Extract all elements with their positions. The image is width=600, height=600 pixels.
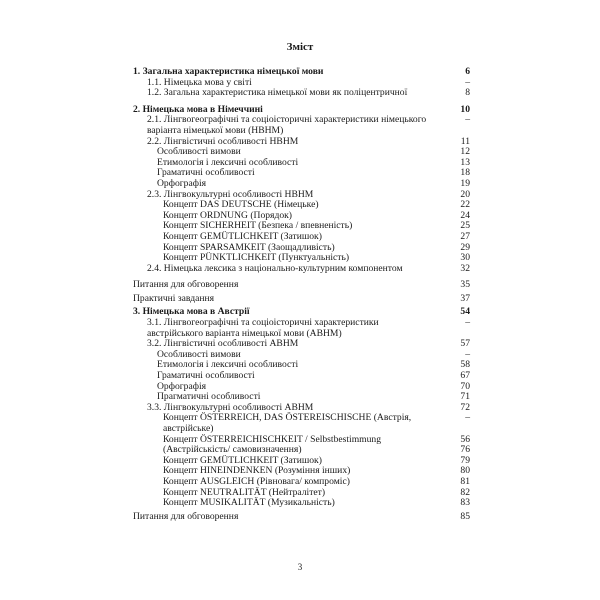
toc-entry-page: 18 — [460, 167, 470, 179]
toc-entry-page: 35 — [460, 279, 470, 291]
toc-entry-page: 6 — [465, 66, 470, 77]
toc-entry-title: 2. Німецька мова в Німеччині — [133, 103, 263, 115]
toc-entry-page: 85 — [460, 510, 470, 522]
toc-entry-title: Етимологія і лексичні особливості — [157, 359, 299, 371]
toc-entry-title: Концепт GEMÜTLICHKEIT (Затишок) — [163, 230, 322, 242]
toc-entry-title: 3.3. Лінгвокультурні особливості АВНМ — [147, 401, 314, 413]
toc-entry-title: Концепт MUSIKALITÄT (Музикальність) — [163, 497, 335, 509]
toc-entry — [133, 435, 470, 456]
toc-entry — [133, 280, 470, 291]
toc-entry — [133, 512, 470, 523]
toc-entry — [133, 67, 470, 78]
toc-entry-title: 3.1. Лінгвогеографічні та соціоісторичні характеристики австрійського варіанта німецької мови (АВНМ) — [147, 317, 379, 339]
toc-entry-title: Концепт NEUTRALITÄT (Нейтралітет) — [163, 486, 326, 498]
toc-entry — [133, 477, 470, 488]
toc-entry-page: 8 — [465, 87, 470, 99]
toc-entry-title: Питання для обговорення — [133, 510, 239, 522]
toc-entry — [133, 264, 470, 275]
toc-entry-page: 22 — [460, 199, 470, 211]
toc-entry-page: 54 — [460, 306, 470, 318]
toc-entry-title: Питання для обговорення — [133, 279, 239, 291]
toc-entry-page: 10 — [460, 103, 470, 115]
toc-entry — [133, 318, 470, 339]
toc-entry-title: 3. Німецька мова в Австрії — [133, 306, 250, 318]
toc-entry-title: Концепт GEMÜTLICHKEIT (Затишок) — [163, 454, 322, 466]
toc-entry-page: 27 — [460, 230, 470, 242]
toc-entry — [133, 498, 470, 509]
toc-entry-title: Особливості вимови — [157, 348, 241, 360]
toc-entry-page: 71 — [460, 391, 470, 403]
toc-entry-title: Практичні завдання — [133, 292, 215, 304]
toc-entry — [133, 413, 470, 434]
toc-entry-title: 1.1. Німецька мова у світі — [147, 76, 252, 88]
toc-entry-title: Граматичні особливості — [157, 167, 255, 179]
page-number: 3 — [297, 562, 303, 572]
toc-entry-title: Орфографія — [157, 380, 207, 392]
toc-entry — [133, 294, 470, 305]
toc-entry-page: 30 — [460, 252, 470, 264]
toc-entry-page: 11 — [460, 135, 470, 147]
toc-entry-title: Концепт ÖSTERREICH, DAS ÖSTEREISCHISCHE (Австрія, австрійське) — [163, 412, 412, 434]
toc-entry-page: – — [465, 412, 470, 424]
toc-entry-page: – — [465, 317, 470, 329]
toc-entry-page: 72 — [460, 401, 470, 413]
toc-entry-title: Етимологія і лексичні особливості — [157, 156, 299, 168]
toc-entry-title: 1.2. Загальна характеристика німецької мови як поліцентричної — [147, 87, 408, 99]
toc-entry-title: Концепт SICHERHEIT (Безпека / впевненість) — [163, 220, 353, 232]
toc-entry-page: 81 — [460, 475, 470, 487]
toc-entry-title: Концепт DAS DEUTSCHE (Німецьке) — [163, 199, 319, 211]
toc-entry-page: – — [465, 348, 470, 360]
toc-entry-title: Орфографія — [157, 177, 207, 189]
toc-entry-page: 32 — [460, 262, 470, 274]
toc-entry-page: 83 — [460, 497, 470, 509]
toc-entry-title: 2.2. Лінгвістичні особливості НВНМ — [147, 135, 299, 147]
toc-entry-title: Концепт ÖSTERREICHISCHKEIT / Selbstbestimmung (Австрійськість/ самовизначення) — [163, 433, 382, 456]
toc-entry-page: 13 — [460, 156, 470, 168]
toc-entry-page: 70 — [460, 380, 470, 392]
toc-entry-page: – — [465, 76, 470, 88]
toc-entry-title: Прагматичні особливості — [157, 391, 261, 403]
toc-entry-page: 20 — [460, 188, 470, 200]
toc-entry — [133, 115, 470, 136]
toc-entry-title: Концепт SPARSAMKEIT (Заощадливість) — [163, 241, 335, 253]
toc-entry-title: Концепт HINEINDENKEN (Розуміння інших) — [163, 465, 351, 477]
toc-entry-title: 2.3. Лінгвокультурні особливості НВНМ — [147, 188, 314, 200]
toc-entry-page: 19 — [460, 177, 470, 189]
toc-entry-title: Особливості вимови — [157, 146, 241, 158]
table-of-contents — [133, 67, 470, 522]
toc-entry-title: Концепт AUSGLEICH (Рівновага/ компроміс) — [163, 475, 350, 487]
toc-entry — [133, 88, 470, 99]
toc-entry-page: 79 — [460, 454, 470, 466]
toc-entry-title: Концепт ORDNUNG (Порядок) — [163, 209, 293, 221]
toc-entry-page: 57 — [460, 338, 470, 350]
toc-entry-page: 80 — [460, 465, 470, 477]
toc-entry-title: 2.1. Лінгвогеографічні та соціоісторичні характеристики німецького варіанта німецької мови (НВНМ) — [147, 114, 427, 136]
toc-entry-page: 82 — [460, 486, 470, 498]
toc-entry-page: 37 — [460, 292, 470, 304]
toc-entry-page: 58 — [460, 359, 470, 371]
toc-entry-page: 29 — [460, 241, 470, 253]
toc-entry-page: – — [465, 114, 470, 126]
toc-entry-page: 67 — [460, 370, 470, 382]
toc-entry-title: 3.2. Лінгвістичні особливості АВНМ — [147, 338, 299, 350]
toc-entry-title: Концепт PÜNKTLICHKEIT (Пунктуальність) — [163, 252, 350, 264]
toc-entry-page: 24 — [460, 209, 470, 221]
toc-entry-title: Граматичні особливості — [157, 370, 255, 382]
toc-entry-page: 12 — [460, 146, 470, 158]
toc-entry-page: 25 — [460, 220, 470, 232]
toc-entry-page: 56 76 — [460, 433, 470, 456]
toc-entry — [133, 232, 470, 243]
page-title: Зміст — [286, 41, 314, 53]
toc-entry — [133, 179, 470, 190]
toc-entry-title: 2.4. Німецька лексика з національно-культурним компонентом — [147, 262, 403, 274]
toc-entry-title: 1. Загальна характеристика німецької мови — [133, 66, 324, 77]
